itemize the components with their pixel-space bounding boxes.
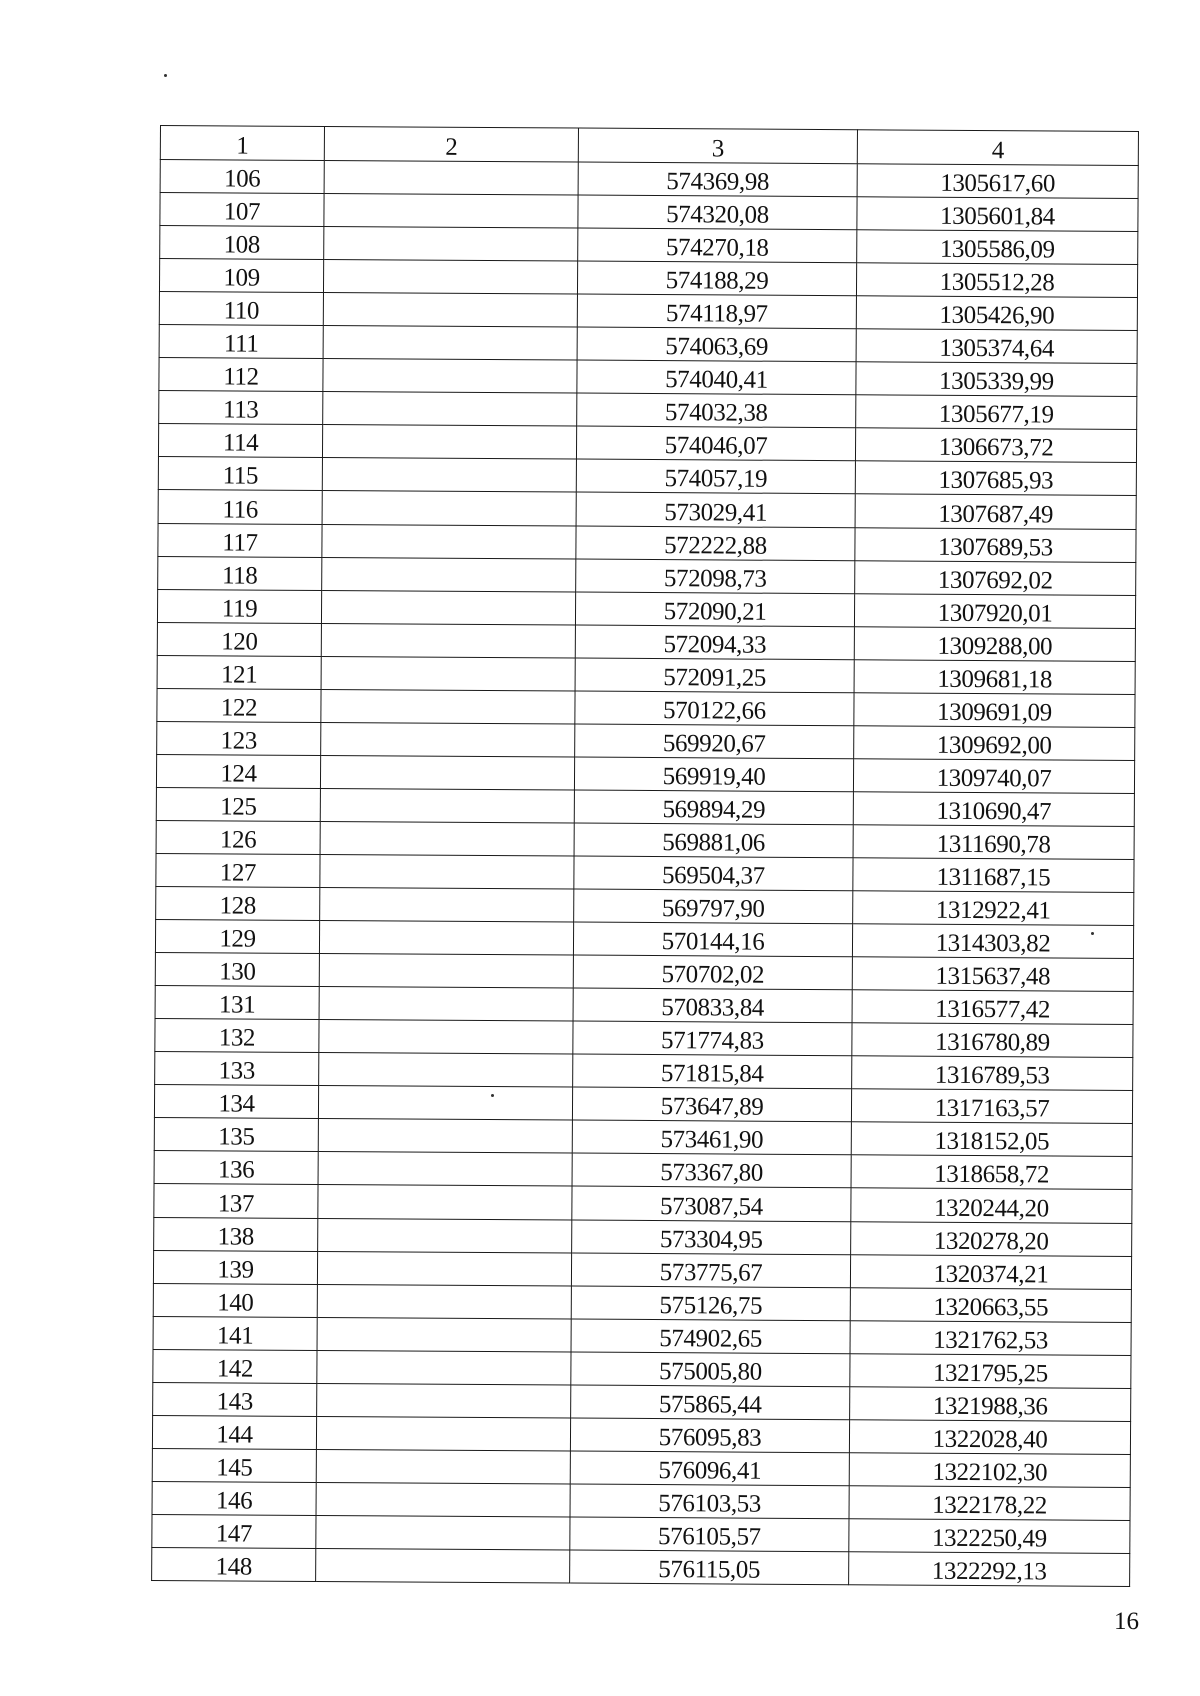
coordinate-x-cell: 572222,88: [576, 526, 855, 561]
coordinate-x-cell: 570702,02: [573, 955, 852, 990]
name-cell: [318, 1185, 572, 1220]
name-cell: [318, 1086, 572, 1121]
name-cell: [319, 1053, 573, 1088]
coordinate-y-cell: 1309691,09: [854, 693, 1135, 728]
coordinate-y-cell: 1305339,99: [856, 362, 1137, 397]
row-number-cell: 136: [154, 1151, 318, 1185]
name-cell: [321, 656, 575, 691]
coordinate-y-cell: 1317163,57: [851, 1089, 1132, 1124]
row-number-cell: 139: [153, 1250, 317, 1284]
row-number-cell: 133: [155, 1052, 319, 1086]
name-cell: [323, 392, 577, 427]
name-cell: [322, 557, 576, 592]
coordinate-x-cell: 573461,90: [572, 1120, 851, 1155]
row-number-cell: 111: [159, 325, 323, 359]
coordinate-x-cell: 572094,33: [575, 625, 854, 660]
row-number-cell: 128: [156, 887, 320, 921]
coordinate-x-cell: 573367,80: [572, 1153, 851, 1188]
row-number-cell: 140: [153, 1283, 317, 1317]
column-header: 4: [857, 130, 1138, 166]
coordinate-x-cell: 573029,41: [576, 493, 855, 528]
row-number-cell: 116: [158, 490, 322, 524]
coordinate-x-cell: 573304,95: [572, 1220, 851, 1255]
name-cell: [316, 1515, 570, 1550]
coordinate-y-cell: 1314303,82: [852, 924, 1133, 959]
row-number-cell: 132: [155, 1019, 319, 1053]
name-cell: [323, 326, 577, 361]
row-number-cell: 115: [158, 457, 322, 491]
coordinate-y-cell: 1305601,84: [857, 197, 1138, 232]
row-number-cell: 135: [154, 1118, 318, 1152]
coordinate-y-cell: 1322028,40: [849, 1420, 1130, 1455]
coordinate-x-cell: 574032,38: [577, 393, 856, 428]
name-cell: [321, 590, 575, 625]
name-cell: [317, 1317, 571, 1352]
coordinate-x-cell: 572090,21: [575, 592, 854, 627]
coordinate-y-cell: 1318152,05: [851, 1122, 1132, 1157]
name-cell: [319, 1020, 573, 1055]
name-cell: [320, 755, 574, 790]
coordinate-x-cell: 576105,57: [570, 1517, 849, 1552]
coordinate-x-cell: 574902,65: [571, 1319, 850, 1354]
coordinate-x-cell: 576115,05: [570, 1550, 849, 1585]
coordinate-x-cell: 572091,25: [575, 658, 854, 693]
row-number-cell: 134: [154, 1085, 318, 1119]
row-number-cell: 131: [155, 986, 319, 1020]
row-number-cell: 142: [153, 1349, 317, 1383]
coordinate-x-cell: 571815,84: [573, 1054, 852, 1089]
coordinate-y-cell: 1305512,28: [856, 263, 1137, 298]
row-number-cell: 119: [157, 589, 321, 623]
coordinate-y-cell: 1320374,21: [850, 1254, 1131, 1289]
name-cell: [318, 1152, 572, 1187]
name-cell: [320, 788, 574, 823]
column-header: 2: [324, 127, 578, 163]
scan-speck: [491, 1094, 494, 1097]
name-cell: [318, 1218, 572, 1253]
name-cell: [323, 293, 577, 328]
coordinate-x-cell: 574369,98: [578, 162, 857, 197]
row-number-cell: 110: [159, 292, 323, 326]
coordinate-x-cell: 570122,66: [575, 691, 854, 726]
coordinate-x-cell: 575005,80: [571, 1352, 850, 1387]
coordinate-y-cell: 1316577,42: [852, 990, 1133, 1025]
row-number-cell: 117: [158, 523, 322, 557]
row-number-cell: 112: [159, 358, 323, 392]
coordinate-y-cell: 1321795,25: [850, 1353, 1131, 1388]
row-number-cell: 137: [154, 1184, 318, 1218]
coordinate-x-cell: 570833,84: [573, 988, 852, 1023]
coordinate-y-cell: 1320278,20: [851, 1221, 1132, 1256]
coordinate-x-cell: 576095,83: [570, 1418, 849, 1453]
coordinate-y-cell: 1320244,20: [851, 1188, 1132, 1223]
scan-speck: [1091, 932, 1094, 935]
column-header: 1: [160, 126, 324, 161]
coordinate-y-cell: 1311690,78: [853, 825, 1134, 860]
coordinate-y-cell: 1316789,53: [852, 1056, 1133, 1091]
row-number-cell: 109: [159, 259, 323, 293]
row-number-cell: 138: [154, 1217, 318, 1251]
row-number-cell: 108: [160, 226, 324, 260]
row-number-cell: 146: [152, 1481, 316, 1515]
coordinate-y-cell: 1307689,53: [855, 527, 1136, 562]
coordinate-x-cell: 575865,44: [571, 1385, 850, 1420]
coordinate-y-cell: 1320663,55: [850, 1287, 1131, 1322]
name-cell: [322, 524, 576, 559]
name-cell: [316, 1548, 570, 1583]
coordinate-y-cell: 1309288,00: [854, 626, 1135, 661]
coordinate-x-cell: 576096,41: [570, 1451, 849, 1486]
coordinate-y-cell: 1306673,72: [855, 428, 1136, 463]
coordinate-x-cell: 576103,53: [570, 1484, 849, 1519]
row-number-cell: 147: [152, 1514, 316, 1548]
row-number-cell: 123: [157, 721, 321, 755]
row-number-cell: 106: [160, 160, 324, 194]
coordinate-x-cell: 574118,97: [577, 294, 856, 329]
row-number-cell: 121: [157, 655, 321, 689]
coordinate-y-cell: 1322102,30: [849, 1453, 1130, 1488]
row-number-cell: 148: [152, 1547, 316, 1581]
coordinate-y-cell: 1305374,64: [856, 329, 1137, 364]
name-cell: [322, 425, 576, 460]
coordinate-x-cell: 573087,54: [572, 1186, 851, 1221]
name-cell: [316, 1449, 570, 1484]
row-number-cell: 113: [159, 391, 323, 425]
coordinate-y-cell: 1322250,49: [849, 1519, 1130, 1554]
name-cell: [322, 458, 576, 493]
coordinate-y-cell: 1309681,18: [854, 659, 1135, 694]
name-cell: [323, 260, 577, 295]
coordinate-y-cell: 1307920,01: [854, 593, 1135, 628]
coordinate-x-cell: 574057,19: [576, 459, 855, 494]
coordinate-x-cell: 569881,06: [574, 823, 853, 858]
coordinate-y-cell: 1311687,15: [853, 858, 1134, 893]
coordinate-x-cell: 569504,37: [574, 856, 853, 891]
name-cell: [320, 854, 574, 889]
row-number-cell: 118: [158, 556, 322, 590]
name-cell: [324, 194, 578, 229]
name-cell: [317, 1284, 571, 1319]
row-number-cell: 144: [152, 1415, 316, 1449]
column-header: 3: [578, 128, 857, 164]
row-number-cell: 126: [156, 820, 320, 854]
name-cell: [319, 921, 573, 956]
coordinate-x-cell: 574040,41: [577, 360, 856, 395]
coordinate-y-cell: 1305677,19: [856, 395, 1137, 430]
name-cell: [321, 623, 575, 658]
name-cell: [318, 1119, 572, 1154]
row-number-cell: 130: [155, 953, 319, 987]
row-number-cell: 124: [156, 754, 320, 788]
coordinate-y-cell: 1310690,47: [853, 792, 1134, 827]
name-cell: [322, 491, 576, 526]
coordinate-x-cell: 573775,67: [571, 1253, 850, 1288]
name-cell: [324, 227, 578, 262]
coordinate-y-cell: 1309740,07: [853, 759, 1134, 794]
coordinate-x-cell: 569797,90: [574, 889, 853, 924]
row-number-cell: 129: [155, 920, 319, 954]
name-cell: [316, 1482, 570, 1517]
table-row: [152, 1547, 1130, 1586]
coordinate-x-cell: 574270,18: [578, 228, 857, 263]
name-cell: [320, 821, 574, 856]
name-cell: [321, 689, 575, 724]
coordinate-y-cell: 1309692,00: [854, 726, 1135, 761]
coordinate-y-cell: 1315637,48: [852, 957, 1133, 992]
name-cell: [319, 954, 573, 989]
name-cell: [321, 722, 575, 757]
coordinate-x-cell: 574046,07: [576, 426, 855, 461]
name-cell: [317, 1350, 571, 1385]
name-cell: [323, 359, 577, 394]
coordinate-y-cell: 1322292,13: [849, 1552, 1130, 1587]
coordinate-x-cell: 574063,69: [577, 327, 856, 362]
coordinate-x-cell: 570144,16: [573, 922, 852, 957]
coordinate-x-cell: 574320,08: [578, 195, 857, 230]
scan-speck: [164, 74, 167, 77]
row-number-cell: 120: [157, 622, 321, 656]
table-body: [152, 126, 1139, 1587]
coordinate-y-cell: 1321762,53: [850, 1320, 1131, 1355]
coordinate-x-cell: 571774,83: [573, 1021, 852, 1056]
coordinate-y-cell: 1305617,60: [857, 164, 1138, 199]
row-number-cell: 125: [156, 787, 320, 821]
coordinate-x-cell: 569894,29: [574, 790, 853, 825]
coordinate-y-cell: 1322178,22: [849, 1486, 1130, 1521]
coordinate-x-cell: 572098,73: [576, 559, 855, 594]
coordinate-x-cell: 573647,89: [572, 1087, 851, 1122]
name-cell: [317, 1383, 571, 1418]
name-cell: [324, 161, 578, 196]
coordinate-y-cell: 1312922,41: [853, 891, 1134, 926]
name-cell: [319, 987, 573, 1022]
row-number-cell: 141: [153, 1316, 317, 1350]
row-number-cell: 145: [152, 1448, 316, 1482]
name-cell: [316, 1416, 570, 1451]
coordinate-x-cell: 569919,40: [574, 757, 853, 792]
coordinate-y-cell: 1307687,49: [855, 494, 1136, 529]
row-number-cell: 107: [160, 193, 324, 227]
coordinate-x-cell: 575126,75: [571, 1286, 850, 1321]
coordinate-y-cell: 1318658,72: [851, 1155, 1132, 1190]
coordinate-y-cell: 1305586,09: [857, 230, 1138, 265]
coordinate-x-cell: 569920,67: [575, 724, 854, 759]
name-cell: [317, 1251, 571, 1286]
row-number-cell: 143: [153, 1382, 317, 1416]
name-cell: [320, 888, 574, 923]
coordinates-table: [151, 125, 1139, 1587]
row-number-cell: 127: [156, 853, 320, 887]
page-number: 16: [1114, 1608, 1139, 1635]
row-number-cell: 122: [157, 688, 321, 722]
coordinate-x-cell: 574188,29: [577, 261, 856, 296]
coordinate-y-cell: 1307685,93: [855, 461, 1136, 496]
row-number-cell: 114: [158, 424, 322, 458]
coordinate-y-cell: 1316780,89: [852, 1023, 1133, 1058]
coordinate-y-cell: 1305426,90: [856, 296, 1137, 331]
coordinate-y-cell: 1307692,02: [855, 560, 1136, 595]
coordinate-y-cell: 1321988,36: [850, 1386, 1131, 1421]
